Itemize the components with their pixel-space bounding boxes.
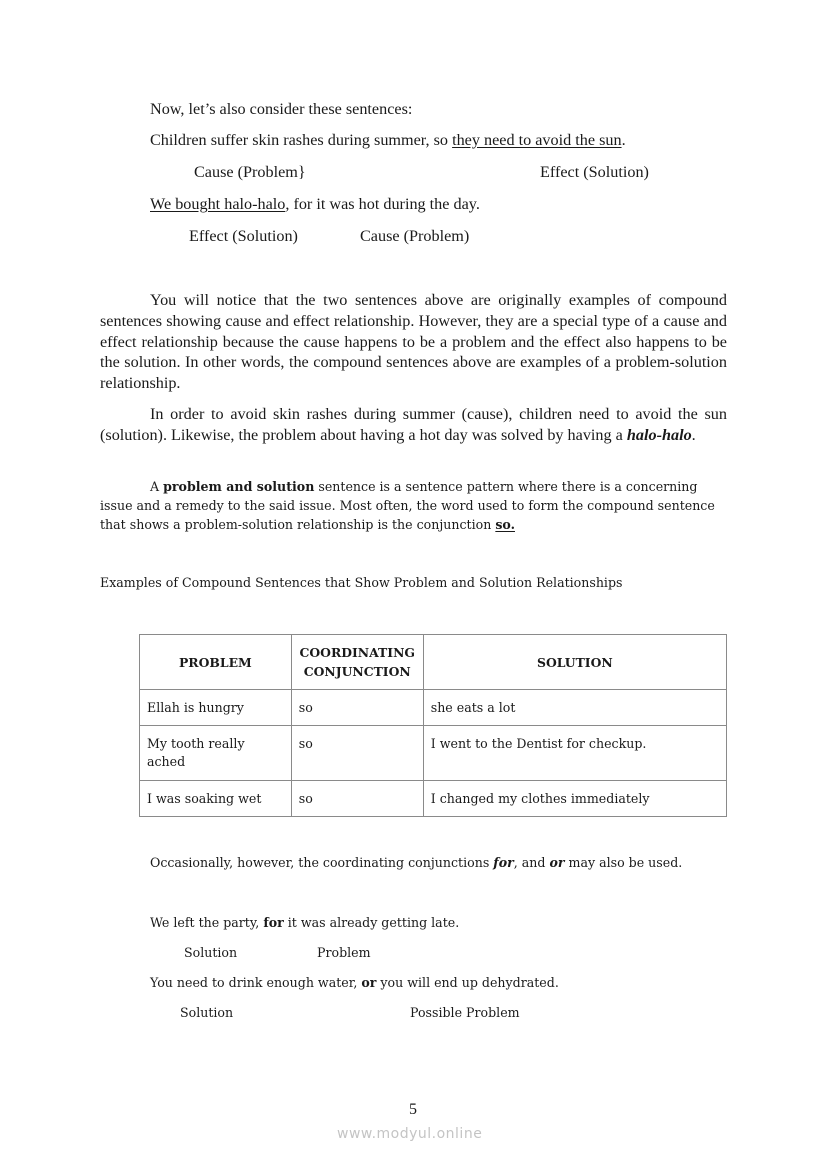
examples-table [139,634,727,817]
cell-conjunction: so [291,726,423,781]
example-or-sentence [150,975,559,990]
conjunction-for: for [493,855,514,870]
example-sentence-1 [150,131,626,150]
intro-lead: Now, let’s also consider these sentences: [150,100,413,118]
table-row [140,726,727,781]
sentence-1-text: Children suffer skin rashes during summer, so [150,131,453,149]
sentence-2-underlined: We bought halo-halo [150,195,286,213]
cell-solution: I went to the Dentist for checkup. [423,726,726,781]
example-or-before: You need to drink enough water, [150,975,362,990]
definition-block [100,477,730,534]
definition-term: problem and solution [163,479,315,494]
example-paragraph [100,404,727,446]
explanation-text: You will notice that the two sentences above are originally examples of compound sentences showing cause and effect relationship. However, they are a special type of a cause and effect relationship because the cause happens to be a problem and the effect also happens to be the solution. In other words, the compound sentences above are examples of a problem-solution relationship. [100,291,727,393]
halo-halo-emphasis: halo-halo [626,425,692,444]
example-for-sentence [150,915,459,930]
sentence-2-label-effect: Effect (Solution) [189,227,298,245]
cell-conjunction: so [291,690,423,726]
occasionally-note [150,855,682,870]
cell-problem: Ellah is hungry [140,690,292,726]
cell-solution: she eats a lot [423,690,726,726]
example-for-conj: for [263,915,284,930]
example-for-after: it was already getting late. [283,915,460,930]
sentence-2-text: , for it was hot during the day. [285,195,480,213]
sentence-1-underlined: they need to avoid the sun [452,131,622,149]
occasionally-text: Occasionally, however, the coordinating conjunctions [150,855,494,870]
cell-solution: I changed my clothes immediately [423,781,726,817]
sentence-1-label-cause: Cause (Problem} [194,163,306,181]
example-or-label-solution: Solution [180,1005,234,1020]
table-row [140,781,727,817]
example-paragraph-end: . [691,425,696,444]
example-or-conj: or [361,975,377,990]
cell-problem: My tooth really ached [140,726,292,781]
sentence-1-end: . [621,131,626,149]
example-or-after: you will end up dehydrated. [376,975,559,990]
conjunction-or: or [549,855,565,870]
occasionally-mid: , and [513,855,550,870]
definition-body: sentence is a sentence pattern where there is a concerning issue and a remedy to the said issue. Most often, the word used to form the compound sentence that shows a problem-solution relationship is the conjunction [100,479,715,532]
example-or-label-problem: Possible Problem [410,1005,520,1020]
table-header-row [140,635,727,690]
explanation-paragraph [100,290,727,394]
example-for-label-solution: Solution [184,945,238,960]
definition-start: A [150,479,164,494]
example-for-label-problem: Problem [317,945,371,960]
occasionally-end: may also be used. [564,855,683,870]
header-solution: SOLUTION [423,635,726,690]
example-sentence-2 [150,195,480,214]
example-paragraph-text: In order to avoid skin rashes during summer (cause), children need to avoid the sun (solution). Likewise, the problem about having a hot day was solved by having a [100,405,727,444]
definition-keyword: so. [495,517,515,532]
header-conjunction: COORDINATING CONJUNCTION [291,635,423,690]
sentence-1-label-effect: Effect (Solution) [540,163,649,181]
watermark: www.modyul.online [337,1126,483,1142]
cell-problem: I was soaking wet [140,781,292,817]
example-for-before: We left the party, [150,915,264,930]
page-number: 5 [409,1101,417,1118]
table-caption: Examples of Compound Sentences that Show Problem and Solution Relationships [100,575,623,590]
cell-conjunction: so [291,781,423,817]
header-problem: PROBLEM [140,635,292,690]
table-row [140,690,727,726]
sentence-2-label-cause: Cause (Problem) [360,227,470,245]
